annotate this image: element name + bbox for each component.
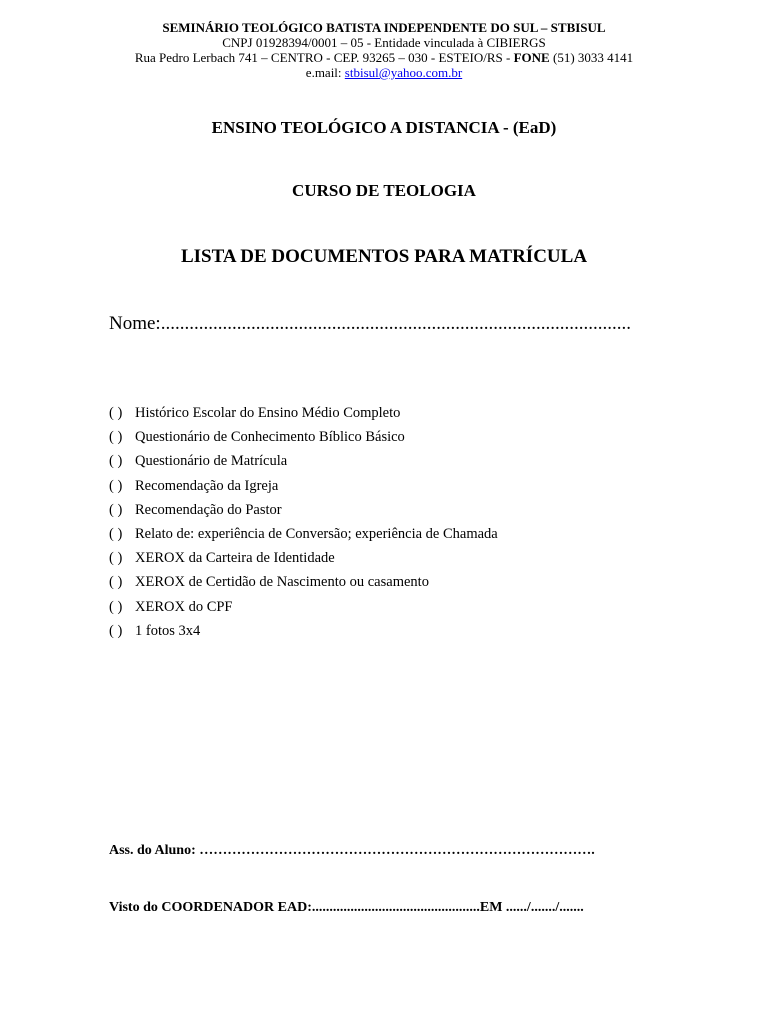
checklist-item [109,548,498,572]
checklist-item [109,524,498,548]
organization-name: SEMINÁRIO TEOLÓGICO BATISTA INDEPENDENTE DO SUL – STBISUL [162,20,606,35]
checkbox-mark: ( ) [109,405,123,421]
checkbox-mark: ( ) [109,501,123,518]
checkbox-mark: ( ) [109,453,123,470]
email-label: e.mail: [305,65,345,80]
name-field: Nome:................................................................................................... [109,313,631,334]
checkbox-mark: ( ) [109,525,123,542]
checklist-item-label: Recomendação do Pastor [135,501,282,518]
checklist-item [109,500,498,524]
document-list-title: LISTA DE DOCUMENTOS PARA MATRÍCULA [180,246,588,267]
fone-value: (51) 3033 4141 [549,50,634,65]
checklist-item-label: 1 fotos 3x4 [135,622,201,639]
checklist-item [109,621,498,645]
checklist-item [109,403,498,427]
checklist-item-label: XEROX da Carteira de Identidade [135,550,335,567]
checklist-item [109,597,498,621]
checklist-item-label: XEROX de Certidão de Nascimento ou casamento [135,574,429,591]
checklist-item-label: Recomendação da Igreja [135,477,279,494]
checklist-item-label: Questionário de Conhecimento Bíblico Básico [135,429,405,446]
checklist-item [109,427,498,451]
checkbox-mark: ( ) [109,574,123,591]
checklist-item-label: XEROX do CPF [135,598,233,615]
checklist-item [109,451,498,475]
document-checklist [109,403,498,645]
checkbox-mark: ( ) [109,622,123,639]
course-title: CURSO DE TEOLOGIA [292,181,476,200]
checklist-item [109,476,498,500]
fone-label: FONE [513,50,550,65]
checkbox-mark: ( ) [109,550,123,567]
cnpj-line: CNPJ 01928394/0001 – 05 - Entidade vinculada à CIBIERGS [222,35,546,50]
address-line [0,50,768,65]
address-text: Rua Pedro Lerbach 741 – CENTRO - CEP. 93265 – 030 - ESTEIO/RS - [134,50,514,65]
checkbox-mark: ( ) [109,598,123,615]
coordinator-approval-line: Visto do COORDENADOR EAD:................................................EM ....../......./....... [109,900,584,915]
email-line [0,65,768,80]
checklist-item-label: Questionário de Matrícula [135,453,288,470]
ead-title: ENSINO TEOLÓGICO A DISTANCIA - (EaD) [211,118,557,137]
checkbox-mark: ( ) [109,477,123,494]
student-signature-line: Ass. do Aluno: …………………………………………………………………………. [109,843,595,858]
checklist-item-label: Histórico Escolar do Ensino Médio Completo [135,405,401,421]
letterhead [0,20,768,80]
checklist-item [109,572,498,596]
checkbox-mark: ( ) [109,429,123,446]
email-link[interactable]: stbisul@yahoo.com.br [344,65,463,80]
checklist-item-label: Relato de: experiência de Conversão; experiência de Chamada [135,525,498,542]
